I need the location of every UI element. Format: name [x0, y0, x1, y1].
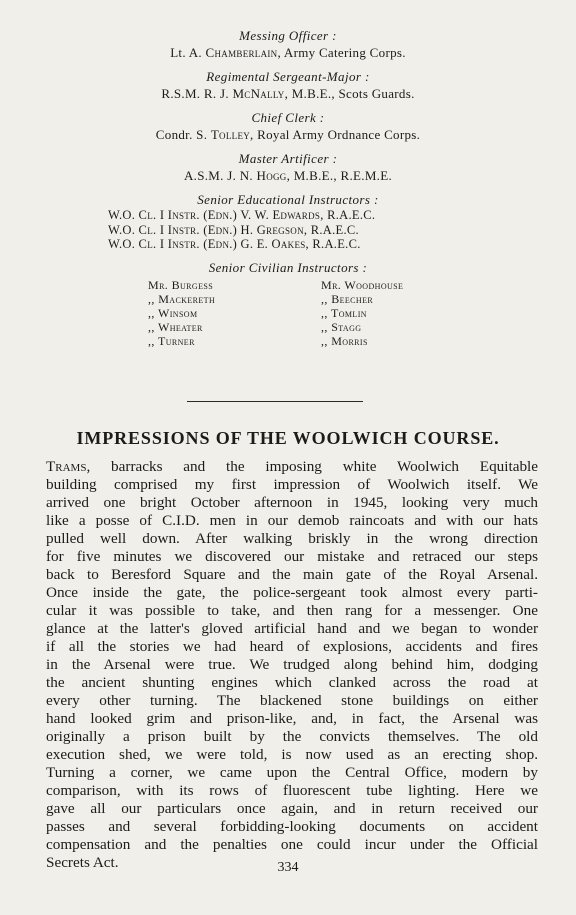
body-line: glance at the latter's gloved artificial hand and we began to wonder	[46, 620, 538, 637]
body-line: the ancient shunting engines which clanked across the road at	[46, 674, 538, 691]
list-item: ,, Winsom	[148, 305, 198, 320]
body-line: comparison, with its rows of fluorescent tube lighting. Here we	[46, 782, 538, 799]
body-line: compensation and the penalties one could incur under the Official	[46, 836, 538, 853]
body-line: passes and several forbidding-looking documents on accident	[46, 818, 538, 835]
section-divider	[187, 401, 363, 402]
civilian-column-left	[148, 278, 215, 348]
body-line: if all the stories we had heard of explosions, accidents and fires	[46, 638, 538, 655]
body-line: cular it was possible to take, and then rang for a messenger. One	[46, 602, 538, 619]
body-line: arrived one bright October afternoon in 1945, looking very much	[46, 494, 538, 511]
role-title: Master Artificer :	[238, 151, 338, 166]
body-line: for five minutes we discovered our mistake and retraced our steps	[46, 548, 538, 565]
body-line: in the Arsenal were true. We trudged along behind him, dodging	[46, 656, 538, 673]
list-item: ,, Tomlin	[321, 305, 367, 320]
staff-list	[0, 28, 576, 348]
body-line: pulled well down. After walking briskly in the wrong direction	[46, 530, 538, 547]
list-item: ,, Wheater	[148, 319, 203, 334]
list-item: W.O. Cl. I Instr. (Edn.) V. W. Edwards, R.A.E.C.	[108, 208, 376, 222]
list-item: ,, Stagg	[321, 319, 362, 334]
body-line: like a posse of C.I.D. men in our demob raincoats and with our hats	[46, 512, 538, 529]
list-item: Mr. Burgess	[148, 277, 214, 292]
role-title: Messing Officer :	[239, 28, 337, 43]
staff-entry-regimental-sergeant-major	[0, 69, 576, 102]
list-item: ,, Mackereth	[148, 291, 216, 306]
staff-entry-messing-officer	[0, 28, 576, 61]
body-line: originally a prison built by the convicts themselves. The old	[46, 728, 538, 745]
body-line: hand looked grim and prison-like, and, in fact, the Arsenal was	[46, 710, 538, 727]
list-item: ,, Turner	[148, 333, 195, 348]
list-item: W.O. Cl. I Instr. (Edn.) H. Gregson, R.A.E.C.	[108, 222, 359, 237]
list-item: ,, Beecher	[321, 291, 374, 306]
article-heading: IMPRESSIONS OF THE WOOLWICH COURSE.	[76, 428, 500, 448]
person-name: Condr. S. Tolley, Royal Army Ordnance Corps.	[155, 127, 421, 142]
educational-instructors	[0, 192, 576, 252]
role-title: Senior Civilian Instructors :	[208, 259, 368, 275]
role-title: Regimental Sergeant-Major :	[206, 69, 370, 84]
body-line: Trams, barracks and the imposing white Woolwich Equitable	[46, 458, 538, 475]
body-line: execution shed, we were told, is now used as an erecting shop.	[46, 746, 538, 763]
role-title: Chief Clerk :	[251, 110, 325, 125]
person-name: A.S.M. J. N. Hogg, M.B.E., R.E.M.E.	[183, 168, 393, 183]
person-name: Lt. A. Chamberlain, Army Catering Corps.	[170, 45, 406, 60]
civilian-column-right	[321, 278, 403, 348]
body-line: building comprised my first impression of Woolwich itself. We	[46, 476, 538, 493]
staff-entry-master-artificer	[0, 151, 576, 184]
civilian-instructors	[0, 259, 576, 348]
educational-instructor-list	[108, 208, 468, 252]
article-body	[46, 458, 538, 872]
list-item: Mr. Woodhouse	[321, 277, 404, 292]
body-line: every other turning. The blackened stone buildings on either	[46, 692, 538, 709]
body-line: gave all our particulars once again, and in return received our	[46, 800, 538, 817]
page-number: 334	[277, 860, 299, 875]
person-name: R.S.M. R. J. McNally, M.B.E., Scots Guards.	[161, 86, 415, 101]
list-item: W.O. Cl. I Instr. (Edn.) G. E. Oakes, R.A.E.C.	[108, 237, 361, 251]
body-line: back to Beresford Square and the main gate of the Royal Arsenal.	[46, 566, 538, 583]
body-line: Turning a corner, we came upon the Central Office, modern by	[46, 764, 538, 781]
role-title: Senior Educational Instructors :	[197, 192, 379, 207]
body-line: Once inside the gate, the police-sergeant took almost every parti-	[46, 584, 538, 601]
civilian-instructor-list	[138, 277, 438, 348]
body-line: Secrets Act.	[46, 854, 119, 871]
list-item: ,, Morris	[321, 333, 368, 348]
staff-entry-chief-clerk	[0, 110, 576, 143]
